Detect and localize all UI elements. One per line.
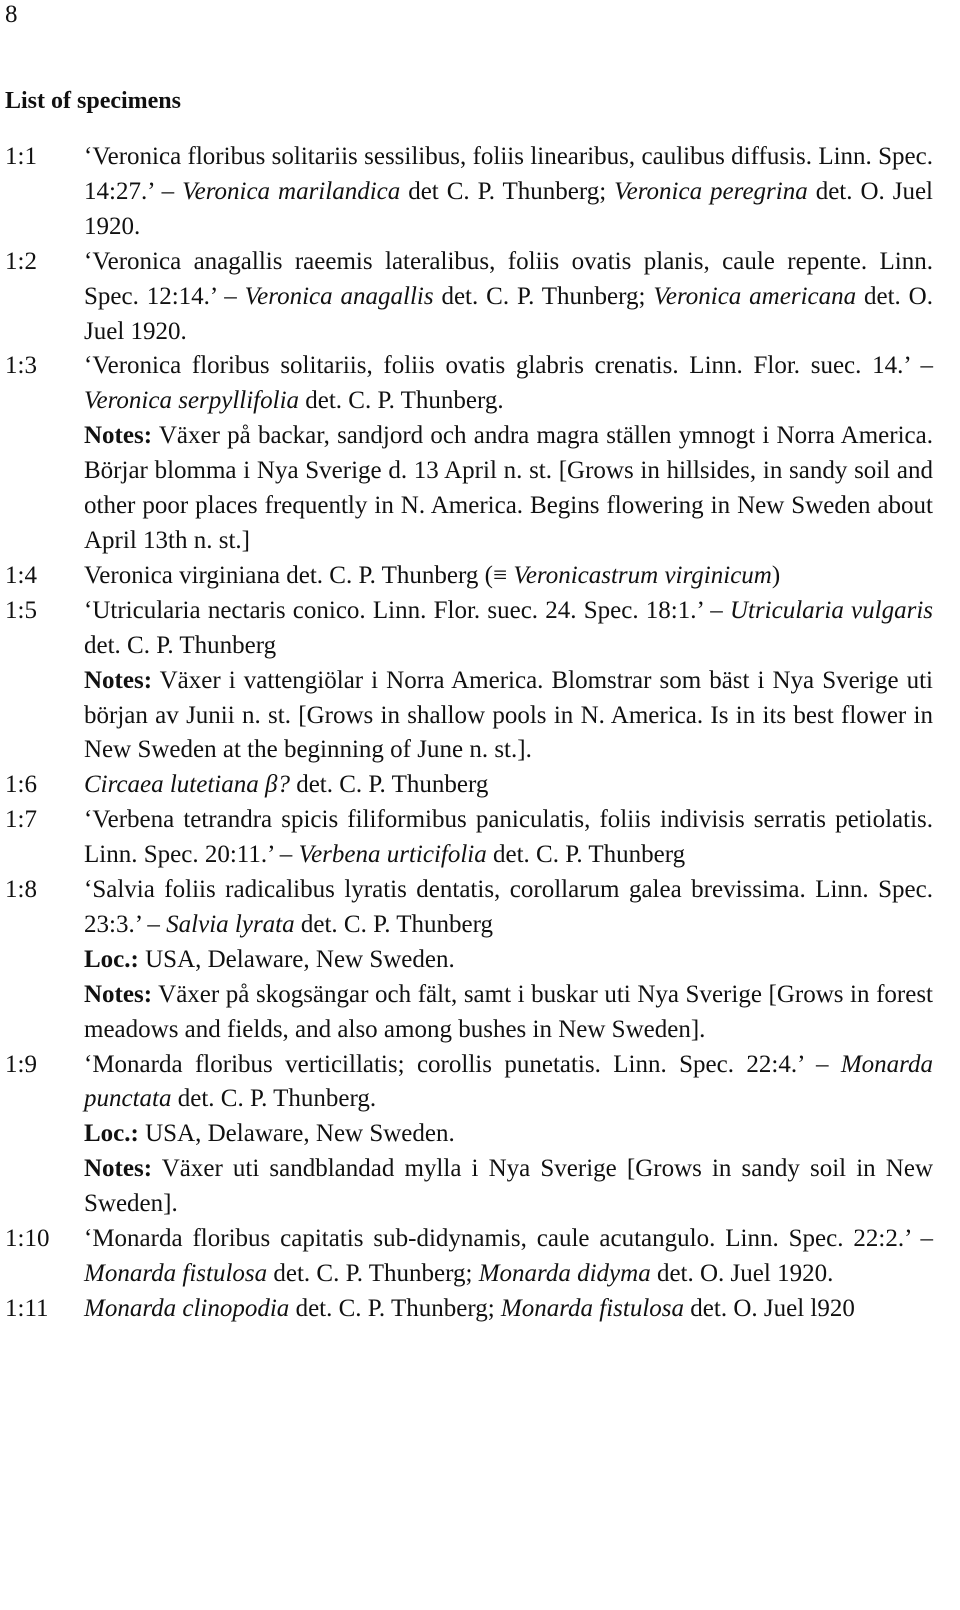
determination-by: det. O. Juel l920 xyxy=(684,1294,855,1322)
specimen-number: 1:8 xyxy=(5,876,37,904)
specimen-entry xyxy=(5,559,933,594)
locality-label: Loc.: xyxy=(84,945,139,973)
determination-by: det. C. P. Thunberg xyxy=(486,841,686,869)
locality-text: USA, Delaware, New Sweden. xyxy=(138,945,455,973)
specimen-number: 1:4 xyxy=(5,561,37,589)
specimen-list xyxy=(5,140,933,1327)
specimen-description xyxy=(84,1048,933,1223)
specimen-description xyxy=(84,803,933,873)
locality-label: Loc.: xyxy=(84,1120,139,1148)
determination-name: Veronica serpyllifolia xyxy=(84,387,300,415)
determination-by: det. C. P. Thunberg xyxy=(84,631,277,659)
determination-by: det. C. P. Thunberg xyxy=(289,771,489,799)
determination-name: Monarda clinopodia xyxy=(84,1294,290,1322)
specimen-entry xyxy=(5,594,933,769)
specimen-number: 1:2 xyxy=(5,247,37,275)
notes-label: Notes: xyxy=(84,1155,153,1183)
specimen-text: ‘Veronica anagallis raeemis lateralibus, foliis ovatis planis, caule repente. Linn. Spec. 12:14.’ – xyxy=(84,247,933,310)
notes-text: Växer på backar, sandjord och andra magra ställen ymnogt i Norra America. Börjar blomma i Nya Sverige d. 13 April n. st. [Grows in hillsides, in sandy soil and other poor places frequently in N. America. Begins flowering in New Sweden about April 13th n. st.] xyxy=(84,422,933,554)
page-number: 8 xyxy=(5,1,18,28)
determination-by: det. O. Juel 1920. xyxy=(84,282,933,345)
determination-name: Veronica peregrina xyxy=(614,177,808,205)
specimen-text: ‘Verbena tetrandra spicis filiformibus paniculatis, foliis indivisis serratis petiolatis. Linn. Spec. 20:11.’ – xyxy=(84,806,933,869)
determination-by: det. C. P. Thunberg. xyxy=(171,1085,377,1113)
locality-paragraph xyxy=(84,1117,933,1152)
determination-name: Monarda fistulosa xyxy=(500,1294,685,1322)
specimen-number: 1:11 xyxy=(5,1294,49,1322)
determination-by: det. C. P. Thunberg xyxy=(294,910,494,938)
determination-by: det. C. P. Thunberg. xyxy=(299,387,504,415)
locality-text: USA, Delaware, New Sweden. xyxy=(138,1120,455,1148)
determination-by: det. C. P. Thunberg; xyxy=(267,1260,479,1287)
determination-name: Veronica anagallis xyxy=(244,282,434,310)
notes-paragraph xyxy=(84,1152,933,1222)
specimen-number: 1:6 xyxy=(5,771,37,799)
specimen-entry xyxy=(5,1048,933,1223)
determination-name: Salvia lyrata xyxy=(166,910,295,938)
specimen-description xyxy=(84,1292,933,1327)
specimen-number: 1:1 xyxy=(5,143,37,170)
determination-name: Veronica marilandica xyxy=(182,177,401,205)
specimen-description xyxy=(84,768,933,803)
notes-label: Notes: xyxy=(84,422,153,450)
determination-name: Verbena urticifolia xyxy=(298,841,487,869)
specimen-text: Veronica virginiana det. C. P. Thunberg (≡ xyxy=(84,561,514,589)
specimen-text: ‘Veronica floribus solitariis, foliis ovatis glabris crenatis. Linn. Flor. suec. 14.’ – xyxy=(84,352,933,380)
notes-label: Notes: xyxy=(84,980,153,1008)
determination-by: det. C. P. Thunberg; xyxy=(289,1294,501,1322)
specimen-description xyxy=(84,140,933,245)
determination-name: Utricularia vulgaris xyxy=(729,596,934,624)
specimen-number: 1:3 xyxy=(5,352,37,380)
specimen-text: ‘Utricularia nectaris conico. Linn. Flor. suec. 24. Spec. 18:1.’ – xyxy=(84,596,730,624)
specimen-entry xyxy=(5,873,933,1048)
notes-label: Notes: xyxy=(84,666,153,694)
specimen-text: ‘Monarda floribus capitatis sub-didynamis, caule acutangulo. Linn. Spec. 22:2.’ – xyxy=(84,1225,933,1253)
specimen-entry xyxy=(5,1292,933,1327)
notes-paragraph xyxy=(84,664,933,769)
specimen-entry xyxy=(5,349,933,558)
determination-by: det. O. Juel 1920. xyxy=(84,177,934,240)
notes-paragraph xyxy=(84,978,933,1048)
specimen-description xyxy=(84,594,933,769)
specimen-description xyxy=(84,349,933,558)
specimen-entry xyxy=(5,768,933,803)
section-heading: List of specimens xyxy=(5,88,181,114)
notes-text: Växer i vattengiölar i Norra America. Blomstrar som bäst i Nya Sverige uti början av Junii n. st. [Grows in shallow pools in N. America. Is in its best flower in New Sweden at the beginning of June n. st.]. xyxy=(84,666,933,764)
specimen-text: ‘Monarda floribus verticillatis; corollis punetatis. Linn. Spec. 22:4.’ – xyxy=(84,1050,841,1078)
specimen-number: 1:10 xyxy=(5,1225,50,1253)
determination-name: Monarda fistulosa xyxy=(84,1260,268,1287)
determination-by: det C. P. Thunberg; xyxy=(400,177,615,205)
specimen-description xyxy=(84,873,933,1048)
specimen-number: 1:7 xyxy=(5,806,37,834)
notes-paragraph xyxy=(84,419,933,559)
specimen-entry xyxy=(5,140,933,245)
specimen-text: ‘Veronica floribus solitariis sessilibus, foliis linearibus, caulibus diffusis. Linn. Spec. 14:27.’ – xyxy=(84,143,933,205)
specimen-description xyxy=(84,1222,933,1292)
specimen-number: 1:5 xyxy=(5,596,37,624)
specimen-description xyxy=(84,559,933,594)
determination-name: Veronica americana xyxy=(653,282,857,310)
locality-paragraph xyxy=(84,943,933,978)
specimen-text: ‘Salvia foliis radicalibus lyratis dentatis, corollarum galea brevissima. Linn. Spec. 23:3.’ – xyxy=(84,876,933,938)
specimen-number: 1:9 xyxy=(5,1050,37,1078)
specimen-entry xyxy=(5,1222,933,1292)
notes-text: Växer på skogsängar och fält, samt i buskar uti Nya Sverige [Grows in forest meadows and fields, and also among bushes in New Sweden]. xyxy=(84,980,933,1043)
determination-by: det. O. Juel 1920. xyxy=(650,1260,834,1287)
determination-by: det. C. P. Thunberg; xyxy=(433,282,654,310)
determination-name: Monarda didyma xyxy=(478,1260,651,1287)
determination-by: ) xyxy=(771,561,781,589)
specimen-entry xyxy=(5,803,933,873)
notes-text: Växer uti sandblandad mylla i Nya Sverige [Grows in sandy soil in New Sweden]. xyxy=(84,1155,933,1218)
determination-name: Circaea lutetiana β? xyxy=(84,771,290,799)
determination-name: Monarda punctata xyxy=(84,1050,933,1113)
specimen-description xyxy=(84,245,933,350)
specimen-entry xyxy=(5,245,933,350)
determination-name: Veronicastrum virginicum xyxy=(513,561,772,589)
